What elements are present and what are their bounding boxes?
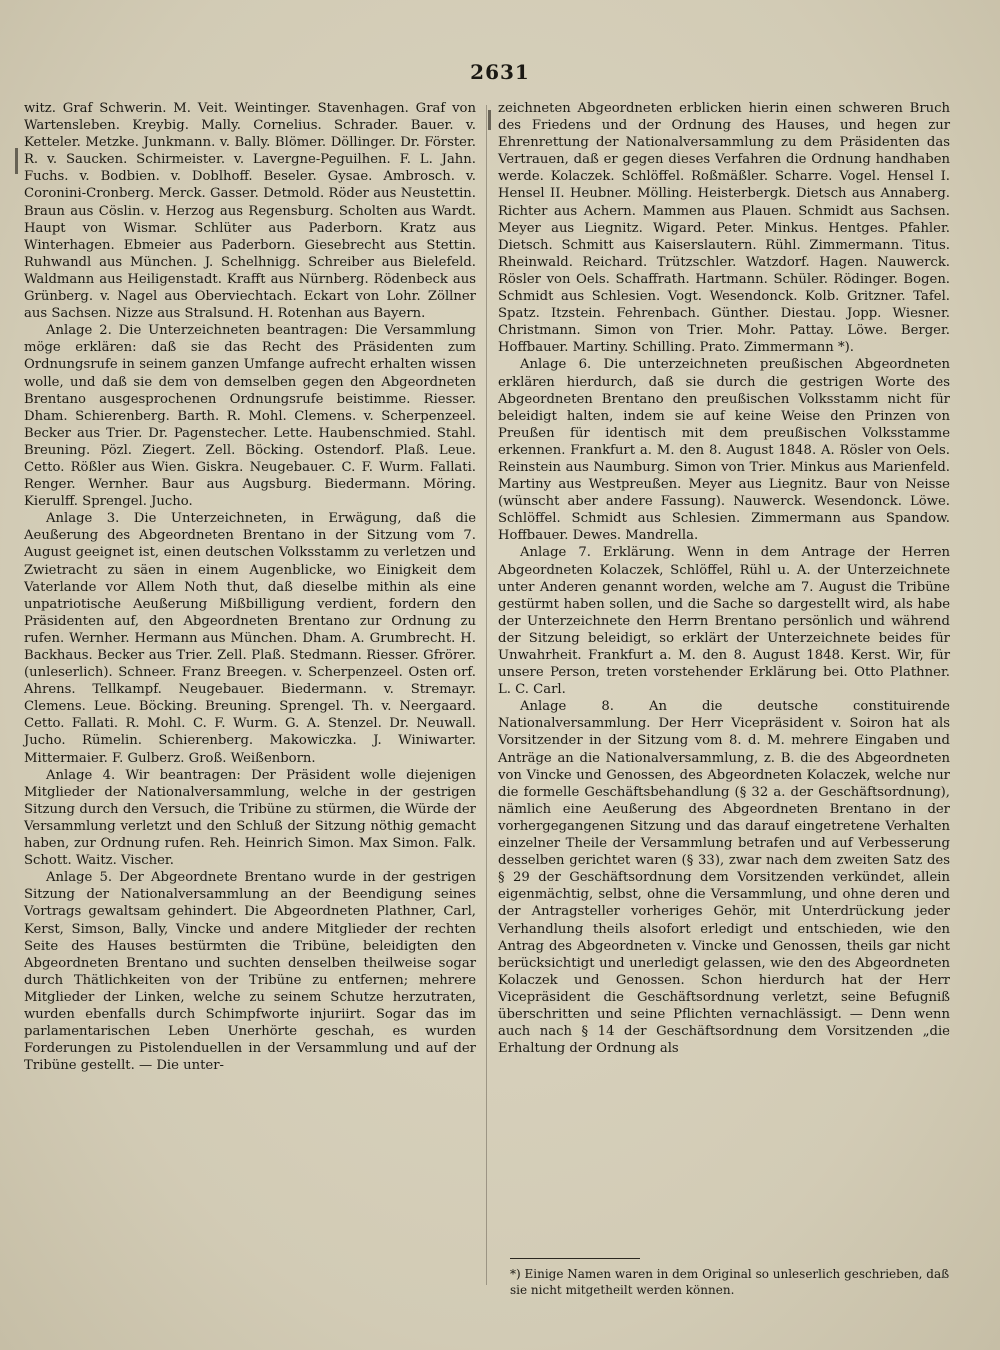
right-column: [498, 100, 950, 1057]
page-number: 2631: [470, 60, 530, 84]
paragraph-anlage-2: Anlage 2. Die Unterzeichneten beantragen: Die Versammlung möge erklären: daß sie das Recht des Präsidenten zum Ordnungsrufe in seinem ganzen Umfange aufrecht erhalten wissen wolle, und daß sie dem von demselben gegen den Abgeordneten Brentano ausgesprochenen Ordnungsrufe beistimme. Riesser. Dham. Schierenberg. Barth. R. Mohl. Clemens. v. Scherpenzeel. Becker aus Trier. Dr. Pagenstecher. Lette. Haubenschmied. Stahl. Breuning. Pözl. Ziegert. Zell. Böcking. Ostendorf. Plaß. Leue. Cetto. Rößler aus Wien. Giskra. Neugebauer. C. F. Wurm. Fallati. Renger. Wernher. Baur aus Augsburg. Biedermann. Möring. Kierulff. Sprengel. Jucho.: [24, 323, 476, 510]
column-divider: [486, 105, 487, 1285]
footnote-rule: [510, 1258, 640, 1259]
paragraph-anlage-7: Anlage 7. Erklärung. Wenn in dem Antrage der Herren Abgeordneten Kolaczek, Schlöffel, Rühl u. A. der Unterzeichnete unter Anderen genannt worden, welche am 7. August die Tribüne gestürmt haben sollen, und die Sache so dargestellt wird, als habe der Unterzeichnete den Herrn Brentano persönlich und während der Sitzung beleidigt, so erklärt der Unterzeichnete beides für Unwahrheit. Frankfurt a. M. den 8. August 1848. Kerst. Wir, für unsere Person, treten vorstehender Erklärung bei. Otto Plathner. L. C. Carl.: [498, 545, 950, 698]
paragraph-anlage-5: Anlage 5. Der Abgeordnete Brentano wurde in der gestrigen Sitzung der Nationalversammlung an der Beendigung seines Vortrags gewaltsam gehindert. Die Abgeordneten Plathner, Carl, Kerst, Simson, Bally, Vincke und andere Mitglieder der rechten Seite des Hauses bestürmten die Tribüne, beleidigten den Abgeordneten Brentano und suchten denselben theilweise sogar durch Thätlichkeiten von der Tribüne zu entfernen; mehrere Mitglieder der Linken, welche zu seinem Schutze herzutraten, wurden ebenfalls durch Schimpfworte injuriirt. Sogar das im parlamentarischen Leben Unerhörte geschah, es wurden Forderungen zu Pistolenduellen in der Versammlung und auf der Tribüne gestellt. — Die unter-: [24, 870, 476, 1074]
paragraph-anlage-3: Anlage 3. Die Unterzeichneten, in Erwägung, daß die Aeußerung des Abgeordneten Brentano in der Sitzung vom 7. August geeignet ist, einen deutschen Volksstamm zu verletzen und Zwietracht zu säen in einem Augenblicke, wo Einigkeit dem Vaterlande vor Allem Noth thut, daß dieselbe mithin als eine unpatriotische Aeußerung Mißbilligung verdient, fordern den Präsidenten auf, den Abgeordneten Brentano zur Ordnung zu rufen. Wernher. Hermann aus München. Dham. A. Grumbrecht. H. Backhaus. Becker aus Trier. Zell. Plaß. Stedmann. Riesser. Gfrörer. (unleserlich). Schneer. Franz Breegen. v. Scherpenzeel. Osten orf. Ahrens. Tellkampf. Neugebauer. Biedermann. v. Stremayr. Clemens. Leue. Böcking. Breuning. Sprengel. Th. v. Neergaard. Cetto. Fallati. R. Mohl. C. F. Wurm. G. A. Stenzel. Dr. Neuwall. Jucho. Rümelin. Schierenberg. Makowiczka. J. Winiwarter. Mittermaier. F. Gulberz. Groß. Weißenborn.: [24, 511, 476, 766]
footnote: *) Einige Namen waren in dem Original so unleserlich geschrieben, daß sie nicht mitgetheilt werden können.: [510, 1267, 950, 1297]
left-column: [24, 100, 476, 1074]
paragraph-anlage-4: Anlage 4. Wir beantragen: Der Präsident wolle diejenigen Mitglieder der Nationalversammlung, welche in der gestrigen Sitzung durch den Versuch, die Tribüne zu stürmen, die Würde der Versammlung verletzt und den Schluß der Sitzung nöthig gemacht haben, zur Ordnung rufen. Reh. Heinrich Simon. Max Simon. Falk. Schott. Waitz. Vischer.: [24, 767, 476, 869]
paragraph-names-list: witz. Graf Schwerin. M. Veit. Weintinger. Stavenhagen. Graf von Wartensleben. Kreybig. Mally. Cornelius. Schrader. Bauer. v. Ketteler. Metzke. Junkmann. v. Bally. Blömer. Döllinger. Dr. Förster. R. v. Saucken. Schirmeister. v. Lavergne-Peguilhen. F. L. Jahn. Fuchs. v. Bodbien. v. Doblhoff. Beseler. Gysae. Ambrosch. v. Coronini-Cronberg. Merck. Gasser. Detmold. Röder aus Neustettin. Braun aus Cöslin. v. Herzog aus Regensburg. Scholten aus Wardt. Haupt von Wismar. Schlüter aus Paderborn. Kratz aus Winterhagen. Ebmeier aus Paderborn. Giesebrecht aus Stettin. Ruhwandl aus München. J. Schelhnigg. Schreiber aus Bielefeld. Waldmann aus Heiligenstadt. Krafft aus Nürnberg. Rödenbeck aus Grünberg. v. Nagel aus Oberviechtach. Eckart von Lohr. Zöllner aus Sachsen. Nizze aus Stralsund. H. Rotenhan aus Bayern.: [24, 101, 476, 322]
paragraph-anlage-6: Anlage 6. Die unterzeichneten preußischen Abgeordneten erklären hierdurch, daß sie durch die gestrigen Worte des Abgeordneten Brentano den preußischen Volksstamm nicht für beleidigt halten, indem sie auf keine Weise den Prinzen von Preußen für identisch mit dem preußischen Volksstamme erkennen. Frankfurt a. M. den 8. August 1848. A. Rösler von Oels. Reinstein aus Naumburg. Simon von Trier. Minkus aus Marienfeld. Martiny aus Westpreußen. Meyer aus Liegnitz. Baur von Neisse (wünscht aber andere Fassung). Nauwerck. Wesendonck. Löwe. Schlöffel. Schmidt aus Schlesien. Zimmermann aus Spandow. Hoffbauer. Dewes. Mandrella.: [498, 357, 950, 544]
paragraph-anlage-5-continued: zeichneten Abgeordneten erblicken hierin einen schweren Bruch des Friedens und der Ordnung des Hauses, und hegen zur Ehrenrettung der Nationalversammlung zu dem Präsidenten das Vertrauen, daß er gegen dieses Verfahren die Ordnung handhaben werde. Kolaczek. Schlöffel. Roßmäßler. Scharre. Vogel. Hensel I. Hensel II. Heubner. Mölling. Heisterbergk. Dietsch aus Annaberg. Richter aus Achern. Mammen aus Plauen. Schmidt aus Sachsen. Meyer aus Liegnitz. Wigard. Peter. Minkus. Hentges. Pfahler. Dietsch. Schmitt aus Kaiserslautern. Rühl. Zimmermann. Titus. Rheinwald. Reichard. Trützschler. Watzdorf. Hagen. Nauwerck. Rösler von Oels. Schaffrath. Hartmann. Schüler. Rödinger. Bogen. Schmidt aus Schlesien. Vogt. Wesendonck. Kolb. Gritzner. Tafel. Spatz. Itzstein. Fehrenbach. Günther. Diestau. Jopp. Wiesner. Christmann. Simon von Trier. Mohr. Pattay. Löwe. Berger. Hoffbauer. Martiny. Schilling. Prato. Zimmermann *).: [498, 101, 950, 356]
margin-mark: [488, 110, 491, 130]
paragraph-anlage-8: Anlage 8. An die deutsche constituirende Nationalversammlung. Der Herr Vicepräsident v. Soiron hat als Vorsitzender in der Sitzung vom 8. d. M. mehrere Eingaben und Anträge an die Nationalversammlung, z. B. die des Abgeordneten von Vincke und Genossen, des Abgeordneten Kolaczek, welche nur die formelle Geschäftsbehandlung (§ 32 a. der Geschäftsordnung), nämlich eine Aeußerung des Abgeordneten Brentano in der vorhergegangenen Sitzung und das darauf eingetretene Verhalten einzelner Theile der Versammlung betrafen und auf Verbesserung desselben gerichtet waren (§ 33), zwar nach dem zweiten Satz des § 29 der Geschäftsordnung dem Vorsitzenden verkündet, allein eigenmächtig, selbst, ohne die Versammlung, und ohne deren und der Antragsteller vorheriges Gehör, mit Unterdrückung jeder Verhandlung theils alsofort erledigt und entschieden, wie den Antrag des Abgeordneten v. Vincke und Genossen, theils gar nicht berücksichtigt und unerledigt gelassen, wie den des Abgeordneten Kolaczek und Genossen. Schon hierdurch hat der Herr Vicepräsident die Geschäftsordnung verletzt, seine Befugniß überschritten und seine Pflichten vernachlässigt. — Denn wenn auch nach § 14 der Geschäftsordnung dem Vorsitzenden „die Erhaltung der Ordnung als: [498, 699, 950, 1057]
margin-mark: [15, 148, 18, 174]
